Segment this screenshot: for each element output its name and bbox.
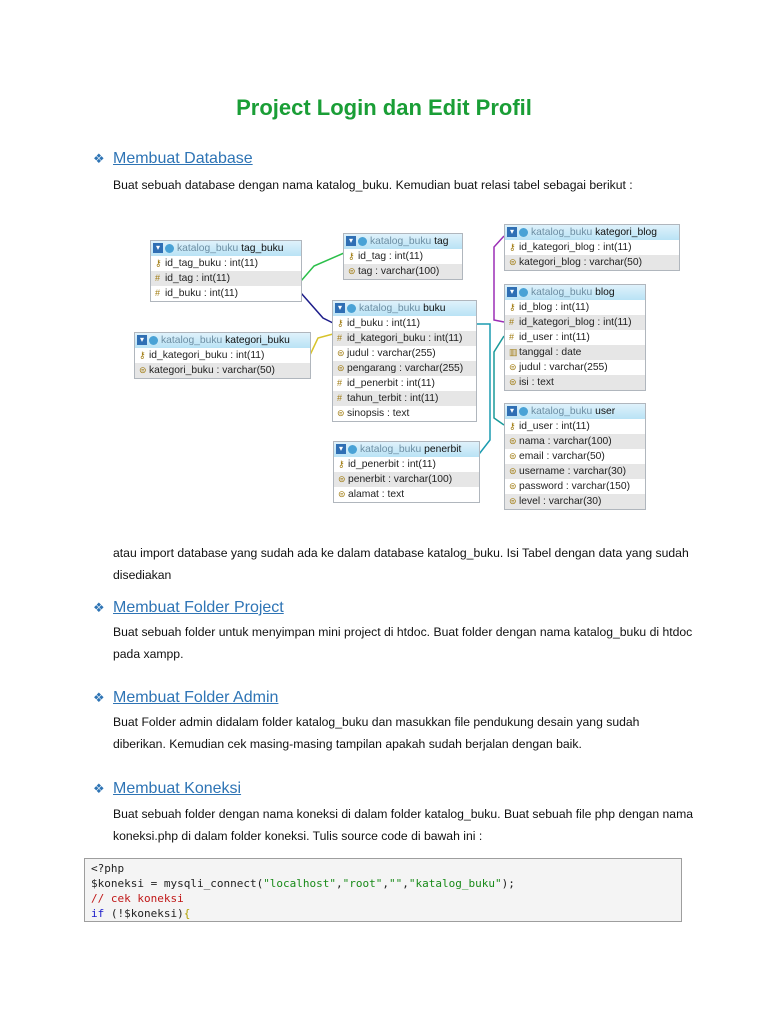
- table-kategori-blog: ▾ katalog_buku kategori_blog ⚷ id_kategori_blog : int(11) ⊜ kategori_blog : varchar(50): [504, 224, 680, 271]
- gear-icon: [149, 336, 158, 345]
- section-heading-folder-project: ❖ Membuat Folder Project: [93, 599, 284, 616]
- collapse-icon: ▾: [335, 303, 345, 313]
- text-field-icon: ⊜: [338, 489, 346, 499]
- text-field-icon: ⊜: [337, 363, 345, 373]
- diamond-bullet-icon: ❖: [93, 690, 105, 705]
- after-diagram-text: atau import database yang sudah ada ke dalam database katalog_buku. Isi Tabel dengan data yang sudah disediakan: [113, 546, 689, 582]
- section-text-folder-admin: Buat Folder admin didalam folder katalog_buku dan masukkan file pendukung desain yang sudah diberikan. Kemudian cek masing-masing tampilan apakah sudah berjalan dengan baik.: [113, 715, 640, 751]
- gear-icon: [519, 228, 528, 237]
- collapse-icon: ▾: [336, 444, 346, 454]
- diamond-bullet-icon: ❖: [93, 781, 105, 796]
- code-line: $koneksi = mysqli_connect("localhost","root","","katalog_buku");: [91, 877, 515, 890]
- text-field-icon: ⊜: [509, 377, 517, 387]
- table-penerbit: ▾ katalog_buku penerbit ⚷ id_penerbit : int(11) ⊜ penerbit : varchar(100) ⊜ alamat : text: [333, 441, 480, 503]
- text-field-icon: ⊜: [337, 348, 345, 358]
- table-tag: ▾ katalog_buku tag ⚷ id_tag : int(11) ⊜ tag : varchar(100): [343, 233, 463, 280]
- code-line: if (!$koneksi){: [91, 907, 191, 920]
- text-field-icon: ⊜: [509, 451, 517, 461]
- section-text-koneksi: Buat sebuah folder dengan nama koneksi di dalam folder katalog_buku. Buat sebuah file php dengan nama koneksi.php di dalam folder koneksi. Tulis source code di bawah ini :: [113, 807, 693, 843]
- section-text-database: Buat sebuah database dengan nama katalog_buku. Kemudian buat relasi tabel sebagai berikut :: [113, 178, 633, 192]
- gear-icon: [347, 304, 356, 313]
- text-field-icon: ⊜: [509, 466, 517, 476]
- section-heading-folder-admin: ❖ Membuat Folder Admin: [93, 689, 279, 706]
- gear-icon: [519, 407, 528, 416]
- text-field-icon: ⊜: [338, 474, 346, 484]
- code-block: [84, 858, 682, 922]
- collapse-icon: ▾: [153, 243, 163, 253]
- section-text-folder-project: Buat sebuah folder untuk menyimpan mini project di htdoc. Buat folder dengan nama katalog_buku di htdoc pada xampp.: [113, 625, 693, 661]
- key-icon: ⚷: [509, 421, 516, 431]
- key-icon: ⚷: [509, 242, 516, 252]
- key-icon: ⚷: [338, 459, 345, 469]
- collapse-icon: ▾: [507, 287, 517, 297]
- text-field-icon: ⊜: [139, 365, 147, 375]
- key-icon: ⚷: [509, 302, 516, 312]
- index-icon: #: [337, 333, 343, 343]
- collapse-icon: ▾: [507, 227, 517, 237]
- text-field-icon: ⊜: [509, 362, 517, 372]
- diamond-bullet-icon: ❖: [93, 151, 105, 166]
- text-field-icon: ⊜: [509, 496, 517, 506]
- index-icon: #: [509, 317, 515, 327]
- text-field-icon: ⊜: [509, 257, 517, 267]
- key-icon: ⚷: [337, 318, 344, 328]
- section-heading-database: ❖ Membuat Database: [93, 150, 253, 167]
- diamond-bullet-icon: ❖: [93, 600, 105, 615]
- er-diagram: [128, 222, 688, 514]
- section-heading-koneksi: ❖ Membuat Koneksi: [93, 780, 242, 797]
- index-icon: #: [337, 393, 343, 403]
- key-icon: ⚷: [348, 251, 355, 261]
- text-field-icon: ⊜: [509, 481, 517, 491]
- index-icon: #: [155, 288, 161, 298]
- gear-icon: [519, 288, 528, 297]
- table-kategori-buku: ▾ katalog_buku kategori_buku ⚷ id_kategori_buku : int(11) ⊜ kategori_buku : varchar(50): [134, 332, 311, 379]
- index-icon: #: [337, 378, 343, 388]
- text-field-icon: ⊜: [509, 436, 517, 446]
- table-user: ▾ katalog_buku user ⚷ id_user : int(11) ⊜ nama : varchar(100) ⊜ email : varchar(50) ⊜ username : varchar(30) ⊜ password : varchar(150) ⊜ level : varchar(30): [504, 403, 646, 510]
- collapse-icon: ▾: [137, 335, 147, 345]
- gear-icon: [348, 445, 357, 454]
- gear-icon: [358, 237, 367, 246]
- collapse-icon: ▾: [507, 406, 517, 416]
- table-buku: ▾ katalog_buku buku ⚷ id_buku : int(11) # id_kategori_buku : int(11) ⊜ judul : varchar(255) ⊜ pengarang : varchar(255) # id_penerbit : int(11) # tahun_terbit : int(11) ⊜ sinopsis : text: [332, 300, 477, 422]
- table-tag-buku: ▾ katalog_buku tag_buku ⚷ id_tag_buku : int(11) # id_tag : int(11) # id_buku : int(11): [150, 240, 302, 302]
- index-icon: #: [509, 332, 515, 342]
- key-icon: ⚷: [155, 258, 162, 268]
- text-field-icon: ⊜: [348, 266, 356, 276]
- table-blog: ▾ katalog_buku blog ⚷ id_blog : int(11) # id_kategori_blog : int(11) # id_user : int(11) ▥tanggal : date ⊜ judul : varchar(255) ⊜ isi : text: [504, 284, 646, 391]
- date-field-icon: ▥: [509, 347, 518, 357]
- key-icon: ⚷: [139, 350, 146, 360]
- code-line: <?php: [91, 862, 125, 875]
- page-title: Project Login dan Edit Profil: [236, 95, 532, 120]
- text-field-icon: ⊜: [337, 408, 345, 418]
- index-icon: #: [155, 273, 161, 283]
- code-line: // cek koneksi: [91, 892, 184, 905]
- gear-icon: [165, 244, 174, 253]
- collapse-icon: ▾: [346, 236, 356, 246]
